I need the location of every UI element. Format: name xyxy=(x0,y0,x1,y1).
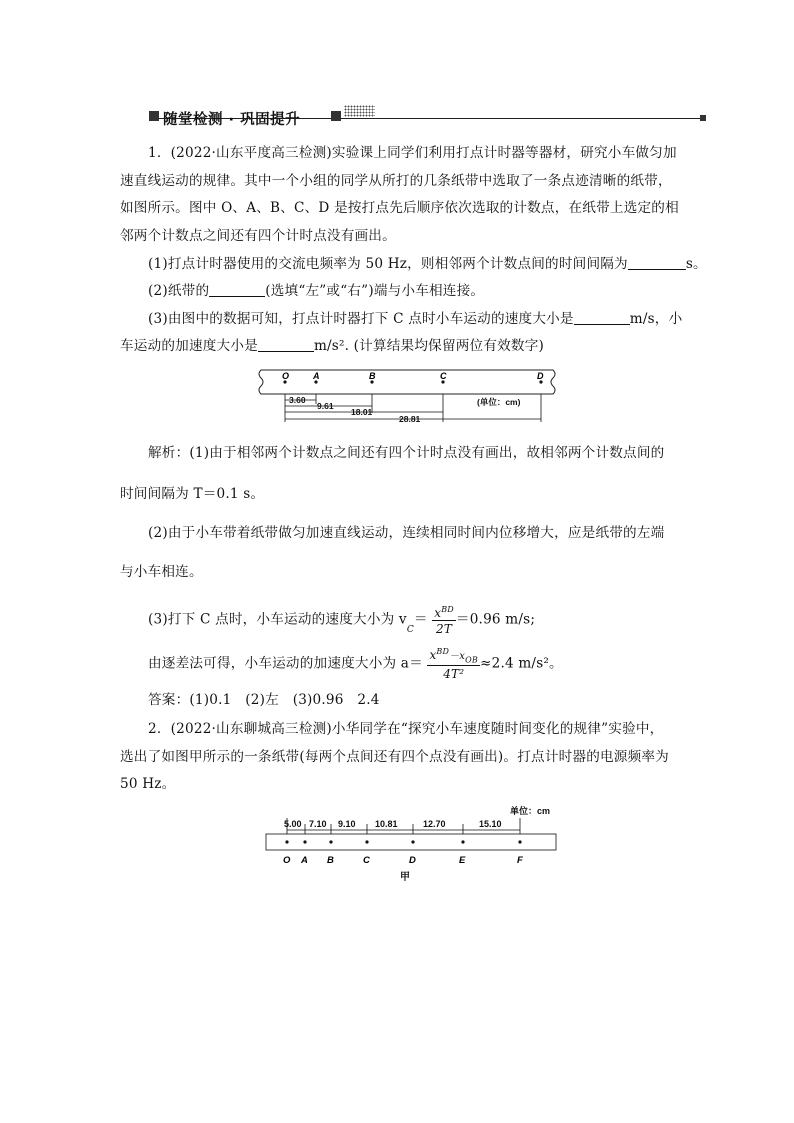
q1-sub1 xyxy=(148,257,707,272)
tape-dist-oa: 3.60 xyxy=(289,395,306,405)
tape2-dot-c xyxy=(365,840,368,843)
q2-stem-line-3: 50 Hz。 xyxy=(120,776,176,792)
q1-solution-1b: 时间间隔为 T＝0.1 s。 xyxy=(120,486,265,502)
answer-blank xyxy=(258,339,314,352)
tape-label-d: D xyxy=(537,371,544,381)
q1-stem-line-3: 如图所示。图中 O、A、B、C、D 是按打点先后顺序依次选取的计数点，在纸带上选定的相 xyxy=(120,200,679,216)
answer-blank xyxy=(209,284,265,297)
q1-sub1-unit: s。 xyxy=(685,256,707,272)
frac-num-x: x xyxy=(434,606,442,620)
q2-stem-line-2: 选出了如图甲所示的一条纸带(每两个点间还有四个点没有画出)。打点计时器的电源频率为 xyxy=(120,749,669,765)
velocity-fraction xyxy=(432,606,456,635)
tape-dist-oc: 18.01 xyxy=(351,407,373,417)
q1-solution-2a: (2)由于小车带着纸带做匀加速直线运动，连续相同时间内位移增大，应是纸带的左端 xyxy=(148,525,665,541)
tape2-label-d: D xyxy=(409,855,416,866)
q1-sub1-text: (1)打点计时器使用的交流电频率为 50 Hz，则相邻两个计数点间的时间间隔为 xyxy=(148,256,628,272)
header-mid-square xyxy=(331,111,341,121)
q1-sub3-unit-2: m/s². (计算结果均保留两位有效数字) xyxy=(313,338,544,354)
tape2-seg-ab: 7.10 xyxy=(309,819,327,829)
q1-solution-3 xyxy=(148,606,535,646)
header-dot-pattern xyxy=(344,105,375,117)
q1-sub2-rest: (选填“左”或“右”)端与小车相连接。 xyxy=(265,283,485,299)
q1-stem-line-1: 1．(2022·山东平度高三检测)实验课上同学们利用打点计时器等器材，研究小车做匀加 xyxy=(148,145,677,161)
tape2-dot-e xyxy=(461,840,464,843)
tape2-dot-b xyxy=(329,840,332,843)
tape2-label-f: F xyxy=(517,855,523,866)
section-title: 随堂检测 · 巩固提升 xyxy=(163,112,301,128)
tape2-seg-de: 12.70 xyxy=(423,819,446,829)
q1-sub3-unit: m/s，小 xyxy=(629,311,683,327)
tape2-dot-d xyxy=(411,840,414,843)
sol4-result: ≈2.4 m/s²。 xyxy=(480,655,563,672)
q1-stem-line-4: 邻两个计数点之间还有四个计时点没有画出。 xyxy=(120,228,396,244)
tape2-label-e: E xyxy=(459,855,466,866)
header-left-square xyxy=(149,111,159,121)
q1-sub2 xyxy=(148,284,484,299)
header-right-square xyxy=(700,115,706,121)
sol3-text: (3)打下 C 点时，小车运动的速度大小为 v xyxy=(148,611,407,628)
tape2-caption: 甲 xyxy=(400,872,410,883)
q2-stem-line-1: 2．(2022·山东聊城高三检测)小华同学在“探究小车速度随时间变化的规律”实验中， xyxy=(148,721,664,737)
tape-label-c: C xyxy=(440,371,447,381)
tape2-point-markers xyxy=(285,840,521,843)
frac-num-mid: －x xyxy=(449,651,466,662)
q1-solution-4 xyxy=(148,648,563,688)
sol3-sub: C xyxy=(406,625,414,635)
frac-num-sub2: OB xyxy=(465,655,478,665)
frac-num-sub: BD xyxy=(441,605,454,614)
q2-tape-figure xyxy=(262,800,562,885)
frac-num-x: x xyxy=(429,648,437,662)
sol3-eq: ＝ xyxy=(413,611,428,628)
sol3-result: ＝0.96 m/s; xyxy=(455,611,536,628)
q1-sub2-text: (2)纸带的 xyxy=(148,283,210,299)
q1-sub3-line-2 xyxy=(120,339,544,354)
tape2-unit-label: 单位：cm xyxy=(510,806,551,816)
answer-blank xyxy=(574,312,630,325)
tape-dist-od: 28.81 xyxy=(399,414,421,424)
tape-label-a: A xyxy=(313,371,320,381)
q1-stem-line-2: 速直线运动的规律。其中一个小组的同学从所打的几条纸带中选取了一条点迹清晰的纸带， xyxy=(120,173,672,189)
q1-solution-1a: 解析：(1)由于相邻两个计数点之间还有四个计时点没有画出，故相邻两个计数点间的 xyxy=(148,445,665,461)
frac-den: 2T xyxy=(436,622,453,636)
q1-sub3-text-2: 车运动的加速度大小是 xyxy=(120,338,258,354)
frac-den: 4T² xyxy=(443,667,465,682)
q1-tape-figure xyxy=(255,366,565,426)
frac-num-sub: BD xyxy=(436,647,450,656)
tape2-label-b: B xyxy=(327,855,334,866)
q1-sub3-line-1 xyxy=(148,312,682,327)
q1-solution-2b: 与小车相连。 xyxy=(120,564,203,580)
tape2-seg-bc: 9.10 xyxy=(338,819,356,829)
tape-label-b: B xyxy=(369,371,376,381)
tape2-seg-cd: 10.81 xyxy=(375,819,398,829)
tape-point-markers xyxy=(283,380,542,383)
tape2-seg-ef: 15.10 xyxy=(479,819,502,829)
tape2-label-c: C xyxy=(363,855,370,866)
q1-answer: 答案：(1)0.1 (2)左 (3)0.96 2.4 xyxy=(148,692,380,708)
q1-sub3-text: (3)由图中的数据可知，打点计时器打下 C 点时小车运动的速度大小是 xyxy=(148,311,574,327)
tape2-dot-f xyxy=(518,840,521,843)
sol4-text: 由逐差法可得，小车运动的加速度大小为 a＝ xyxy=(148,655,423,672)
tape2-dot-a xyxy=(303,840,306,843)
tape-dist-ob: 9.61 xyxy=(317,401,334,411)
tape-unit-label: (单位：cm) xyxy=(477,397,521,407)
tape-label-o: O xyxy=(282,371,290,381)
answer-blank xyxy=(628,257,686,270)
tape2-label-a: A xyxy=(301,855,308,866)
tape2-label-o: O xyxy=(283,855,291,866)
acceleration-fraction xyxy=(427,648,480,680)
tape2-dot-o xyxy=(285,840,288,843)
tape2-seg-oa: 5.00 xyxy=(284,819,302,829)
